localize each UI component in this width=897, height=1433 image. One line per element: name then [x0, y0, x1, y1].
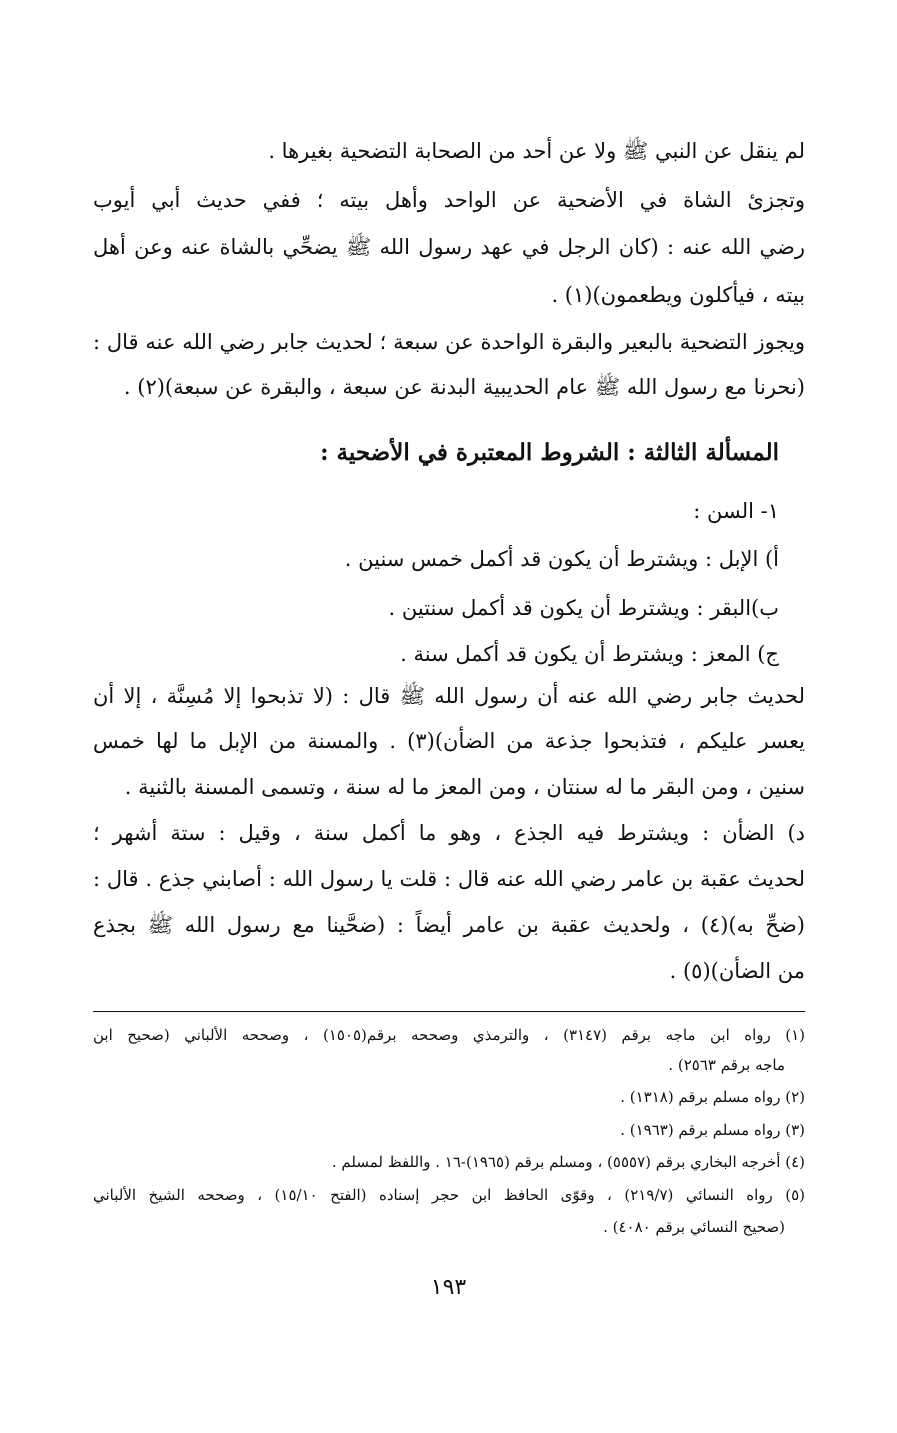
body-line-8: ١- السن :	[693, 499, 779, 523]
body-line-5: ويجوز التضحية بالبعير والبقرة الواحدة عن سبعة ؛ لحديث جابر رضي الله عنه قال :	[93, 330, 805, 354]
body-line-17: (ضحِّ به)(٤) ، ولحديث عقبة بن عامر أيضاً : (ضحَّينا مع رسول الله ﷺ بجذع	[93, 913, 805, 937]
footnote-separator	[93, 1011, 805, 1012]
footnote-line-1: (١) رواه ابن ماجه برقم (٣١٤٧) ، والترمذي وصححه برقم(١٥٠٥) ، وصححه الألباني (صحيح ابن	[93, 1026, 805, 1044]
body-line-11: ج) المعز : ويشترط أن يكون قد أكمل سنة .	[400, 642, 779, 666]
body-line-1: لم ينقل عن النبي ﷺ ولا عن أحد من الصحابة التضحية بغيرها .	[268, 139, 805, 163]
body-line-14: سنين ، ومن البقر ما له سنتان ، ومن المعز ما له سنة ، وتسمى المسنة بالثنية .	[124, 775, 805, 799]
body-line-13: يعسر عليكم ، فتذبحوا جذعة من الضأن)(٣) . والمسنة من الإبل ما لها خمس	[93, 729, 805, 753]
body-line-18: من الضأن)(٥) .	[669, 959, 805, 983]
footnote-line-2: ماجه برقم ٢٥٦٣) .	[668, 1056, 785, 1074]
body-line-4: بيته ، فيأكلون ويطعمون)(١) .	[551, 283, 805, 307]
footnote-line-4: (٣) رواه مسلم برقم (١٩٦٣) .	[620, 1121, 805, 1139]
footnote-line-7: (صحيح النسائي برقم ٤٠٨٠) .	[603, 1218, 785, 1236]
body-line-10: ب)البقر : ويشترط أن يكون قد أكمل سنتين .	[388, 596, 779, 620]
body-line-16: لحديث عقبة بن عامر رضي الله عنه قال : قلت يا رسول الله : أصابني جذع . قال :	[93, 867, 805, 891]
body-line-3: رضي الله عنه : (كان الرجل في عهد رسول الله ﷺ يضحِّي بالشاة عنه وعن أهل	[93, 235, 805, 259]
footnote-line-5: (٤) أخرجه البخاري برقم (٥٥٥٧) ، ومسلم برقم (١٩٦٥)-١٦ . واللفظ لمسلم .	[331, 1153, 805, 1171]
body-line-2: وتجزئ الشاة في الأضحية عن الواحد وأهل بيته ؛ ففي حديث أبي أيوب	[93, 188, 805, 212]
footnote-line-3: (٢) رواه مسلم برقم (١٣١٨) .	[620, 1088, 805, 1106]
body-line-15: د) الضأن : ويشترط فيه الجذع ، وهو ما أكمل سنة ، وقيل : ستة أشهر ؛	[93, 821, 805, 845]
footnote-line-6: (٥) رواه النسائي (٢١٩/٧) ، وقوّى الحافظ ابن حجر إسناده (الفتح ١٥/١٠) ، وصححه الشيخ الألباني	[93, 1186, 805, 1204]
body-line-12: لحديث جابر رضي الله عنه أن رسول الله ﷺ قال : (لا تذبحوا إلا مُسِنَّة ، إلا أن	[93, 684, 805, 708]
body-line-6: (نحرنا مع رسول الله ﷺ عام الحديبية البدنة عن سبعة ، والبقرة عن سبعة)(٢) .	[123, 375, 805, 399]
section-heading: المسألة الثالثة : الشروط المعتبرة في الأضحية :	[320, 439, 779, 466]
body-line-9: أ) الإبل : ويشترط أن يكون قد أكمل خمس سنين .	[344, 547, 779, 571]
page-number: ١٩٣	[430, 1275, 467, 1300]
